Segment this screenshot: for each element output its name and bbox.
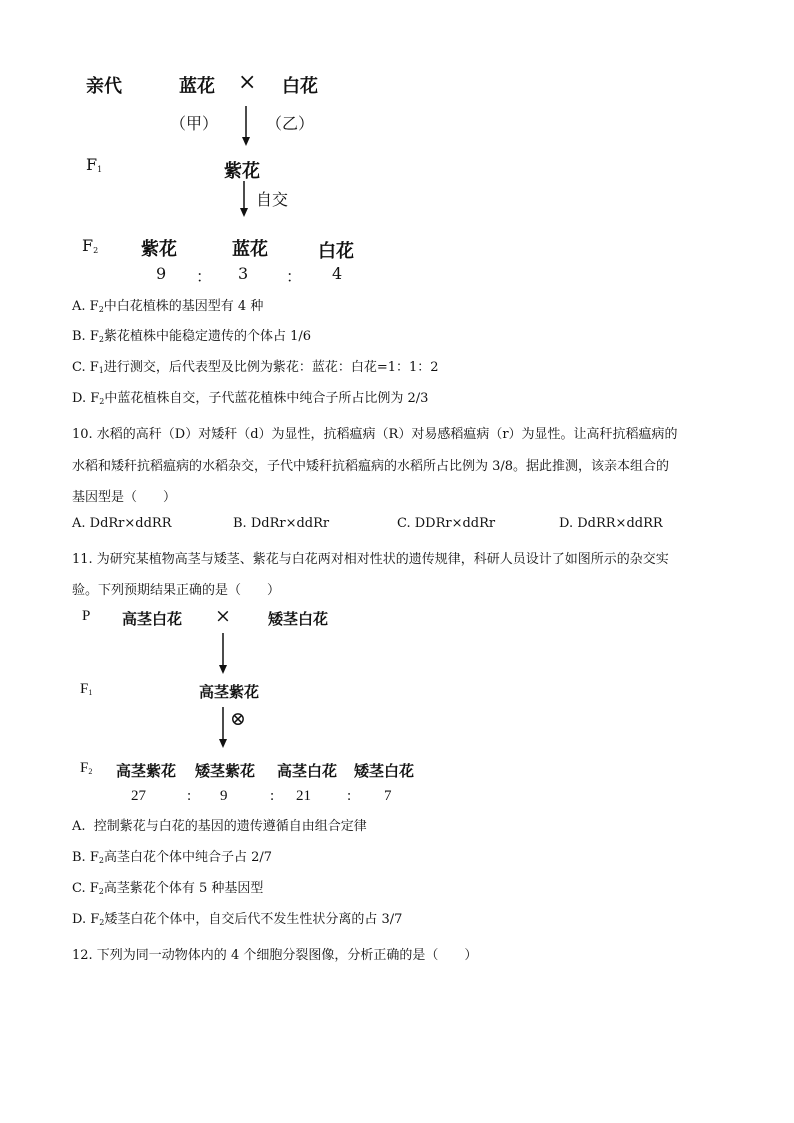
f2-phenotype-tall-white: 高茎白花 — [277, 762, 338, 780]
f1-phenotype: 高茎紫花 — [199, 683, 260, 701]
ratio-separator: : — [347, 788, 352, 804]
q11-option-b: B. $F_2$高茎白花个体中纯合子占 2/7 — [72, 850, 272, 865]
ratio-value: 27 — [131, 788, 146, 804]
ratio-value: 3 — [238, 264, 249, 283]
diagram1-arrow-f1-to-f2 — [240, 181, 248, 217]
ratio-value: 21 — [296, 788, 311, 804]
q10-stem-line2: 水稻和矮秆抗稻瘟病的水稻杂交，子代中矮秆抗稻瘟病的水稻所占比例为 3/8。据此推测，该亲本组合的 — [72, 459, 670, 474]
ratio-value: 9 — [220, 788, 228, 804]
f2-phenotype-tall-purple: 高茎紫花 — [116, 762, 177, 780]
parent1-phenotype: 蓝花 — [179, 76, 215, 97]
p-parent2-phenotype: 矮茎白花 — [268, 610, 329, 628]
ratio-value: 4 — [332, 264, 343, 283]
f1-phenotype: 紫花 — [224, 161, 260, 182]
q11-option-c: C. $F_2$高茎紫花个体有 5 种基因型 — [72, 881, 264, 896]
parent1-tag: （甲） — [170, 114, 219, 133]
q9-option-b: B. $F_2$紫花植株中能稳定遗传的个体占 1/6 — [72, 329, 311, 344]
q11-option-a: A. 控制紫花与白花的基因的遗传遵循自由组合定律 — [72, 819, 367, 834]
parent2-phenotype: 白花 — [282, 76, 318, 97]
ratio-value: 7 — [384, 788, 392, 804]
selfing-label: 自交 — [256, 190, 289, 209]
cross-symbol: × — [238, 70, 257, 95]
ratio-separator: : — [270, 788, 275, 804]
diagram2-arrow-f1-to-f2 — [219, 707, 227, 748]
p-generation-label: P — [82, 608, 91, 624]
f2-phenotype-blue: 蓝花 — [232, 239, 268, 260]
f2-generation-label: $F_2$ — [82, 236, 99, 255]
diagram2-arrow-p-to-f1 — [219, 633, 227, 674]
cross-symbol: × — [215, 605, 231, 627]
q11-stem-line1: 11. 为研究某植物高茎与矮茎、紫花与白花两对相对性状的遗传规律，科研人员设计了如图所示的杂交实 — [72, 552, 669, 567]
q9-option-a: A. $F_2$中白花植株的基因型有 4 种 — [72, 299, 264, 314]
f2-phenotype-white: 白花 — [318, 241, 354, 262]
f2-phenotype-short-white: 矮茎白花 — [354, 762, 415, 780]
parent2-tag: （乙） — [266, 114, 315, 133]
diagram1-arrow-parents-to-f1 — [242, 106, 250, 146]
p-parent1-phenotype: 高茎白花 — [122, 610, 183, 628]
ratio-separator: : — [187, 788, 192, 804]
q10-option-b: B. DdRr×ddRr — [233, 516, 330, 531]
q10-option-c: C. DDRr×ddRr — [397, 516, 496, 531]
f2-phenotype-purple: 紫花 — [141, 239, 177, 260]
f2-generation-label: $F_2$ — [80, 760, 93, 776]
q11-stem-line2: 验。下列预期结果正确的是（ ） — [72, 583, 281, 598]
q9-option-d: D. $F_2$中蓝花植株自交，子代蓝花植株中纯合子所占比例为 2/3 — [72, 391, 429, 406]
f2-phenotype-short-purple: 矮茎紫花 — [195, 762, 256, 780]
q11-option-d: D. $F_2$矮茎白花个体中，自交后代不发生性状分离的占 3/7 — [72, 912, 403, 927]
q10-stem-line3: 基因型是（ ） — [72, 490, 177, 505]
q12-stem-line1: 12. 下列为同一动物体内的 4 个细胞分裂图像，分析正确的是（ ） — [72, 948, 478, 963]
ratio-value: 9 — [156, 264, 167, 283]
q9-option-c: C. $F_1$进行测交，后代表型及比例为紫花：蓝花：白花=1：1：2 — [72, 360, 439, 375]
q10-stem-line1: 10. 水稻的高秆（D）对矮秆（d）为显性，抗稻瘟病（R）对易感稻瘟病（r）为显性。让高秆抗稻瘟病的 — [72, 427, 678, 442]
ratio-separator: ： — [286, 267, 303, 286]
f1-generation-label: $F_1$ — [86, 155, 103, 174]
parent-generation-label: 亲代 — [86, 76, 122, 97]
ratio-separator: ： — [196, 267, 213, 286]
q10-option-d: D. DdRR×ddRR — [559, 516, 663, 531]
f1-generation-label: $F_1$ — [80, 681, 93, 697]
q10-option-a: A. DdRr×ddRR — [72, 516, 172, 531]
self-cross-symbol: ⊗ — [230, 708, 246, 730]
